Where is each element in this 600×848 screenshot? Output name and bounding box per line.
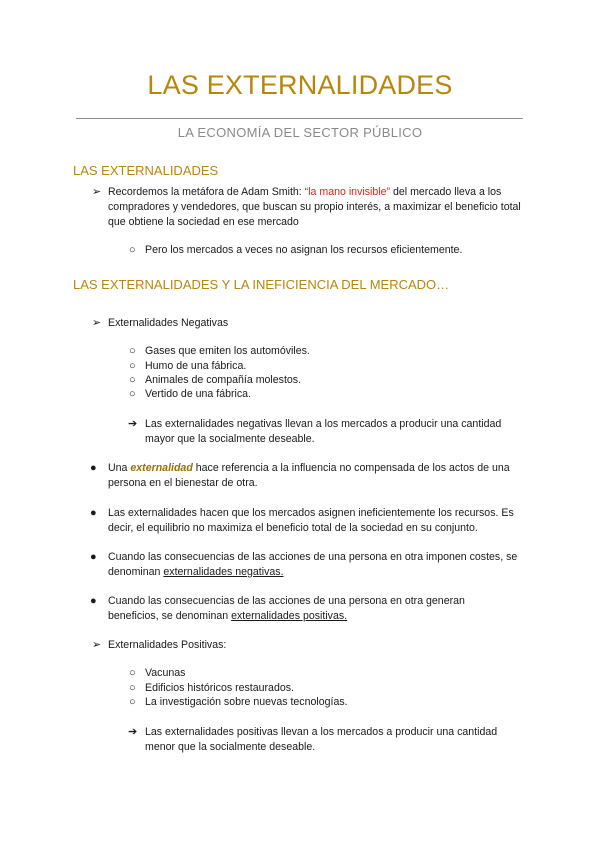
negative-example-item: Gases que emiten los automóviles. (145, 345, 310, 357)
positive-conclusion: Las externalidades positivas llevan a los mercados a producir una cantidad menor que la socialmente deseable. (145, 726, 498, 753)
adam-smith-text-end: del mercado lleva a los compradores y vendedores, que buscan su propio interés, a maximizar el beneficio total que obtiene la sociedad en ese mercado (108, 186, 521, 228)
right-arrow-icon: ➔ (128, 418, 138, 430)
arrowhead-bullet-icon: ➢ (92, 317, 102, 329)
filled-bullet-icon: ● (90, 595, 97, 607)
filled-bullet-icon: ● (90, 507, 97, 519)
negative-externalities-term: externalidades negativas. (163, 566, 284, 578)
arrowhead-bullet-icon: ➢ (92, 639, 102, 651)
negative-example-item: Animales de compañía molestos. (145, 374, 302, 386)
positive-externality-definition (108, 594, 518, 624)
definition-text-start: Una (108, 462, 131, 474)
positive-externalities-label: Externalidades Positivas: (108, 639, 227, 651)
filled-bullet-icon: ● (90, 551, 97, 563)
negative-conclusion: Las externalidades negativas llevan a los mercados a producir una cantidad mayor que la socialmente deseable. (145, 418, 502, 445)
section-heading-ineficiencia: LAS EXTERNALIDADES Y LA INEFICIENCIA DEL MERCADO… (73, 277, 450, 292)
positive-example-item: La investigación sobre nuevas tecnologías. (145, 696, 348, 708)
hollow-circle-bullet-icon: ○ (129, 388, 136, 400)
negative-externality-definition (108, 550, 530, 580)
hollow-circle-bullet-icon: ○ (129, 244, 136, 256)
positive-example-item: Vacunas (145, 667, 186, 679)
definition-text-end: hace referencia a la influencia no compensada de los actos de una persona en el bienestar de otra. (108, 462, 510, 489)
hollow-circle-bullet-icon: ○ (129, 374, 136, 386)
inefficiency-explanation: Las externalidades hacen que los mercados asignen ineficientemente los recursos. Es decir, el equilibrio no maximiza el beneficio total de la sociedad en su conjunto. (108, 507, 514, 534)
hollow-circle-bullet-icon: ○ (129, 696, 136, 708)
hollow-circle-bullet-icon: ○ (129, 667, 136, 679)
hollow-circle-bullet-icon: ○ (129, 360, 136, 372)
document-title: LAS EXTERNALIDADES (147, 70, 453, 100)
externality-term: externalidad (130, 462, 193, 474)
negative-example-item: Humo de una fábrica. (145, 360, 247, 372)
positive-externalities-term: externalidades positivas. (231, 610, 348, 622)
negative-example-item: Vertido de una fábrica. (145, 388, 252, 400)
inefficiency-subpoint: Pero los mercados a veces no asignan los recursos eficientemente. (145, 244, 463, 256)
section-heading-externalidades: LAS EXTERNALIDADES (73, 163, 219, 178)
title-divider (76, 118, 523, 119)
arrowhead-bullet-icon: ➢ (92, 186, 102, 198)
filled-bullet-icon: ● (90, 462, 97, 474)
right-arrow-icon: ➔ (128, 726, 138, 738)
hollow-circle-bullet-icon: ○ (129, 345, 136, 357)
positive-definition-text: Cuando las consecuencias de las acciones de una persona en otra generan beneficios, se denominan (108, 595, 465, 622)
document-subtitle: LA ECONOMÍA DEL SECTOR PÚBLICO (177, 125, 423, 140)
adam-smith-text-start: Recordemos la metáfora de Adam Smith: (108, 186, 305, 198)
externality-definition (108, 461, 530, 491)
adam-smith-point (108, 185, 528, 230)
negative-definition-text: Cuando las consecuencias de las acciones de una persona en otra imponen costes, se denominan (108, 551, 518, 578)
invisible-hand-quote: “la mano invisible” (304, 186, 391, 198)
hollow-circle-bullet-icon: ○ (129, 682, 136, 694)
negative-externalities-label: Externalidades Negativas (108, 317, 229, 329)
positive-example-item: Edificios históricos restaurados. (145, 682, 294, 694)
